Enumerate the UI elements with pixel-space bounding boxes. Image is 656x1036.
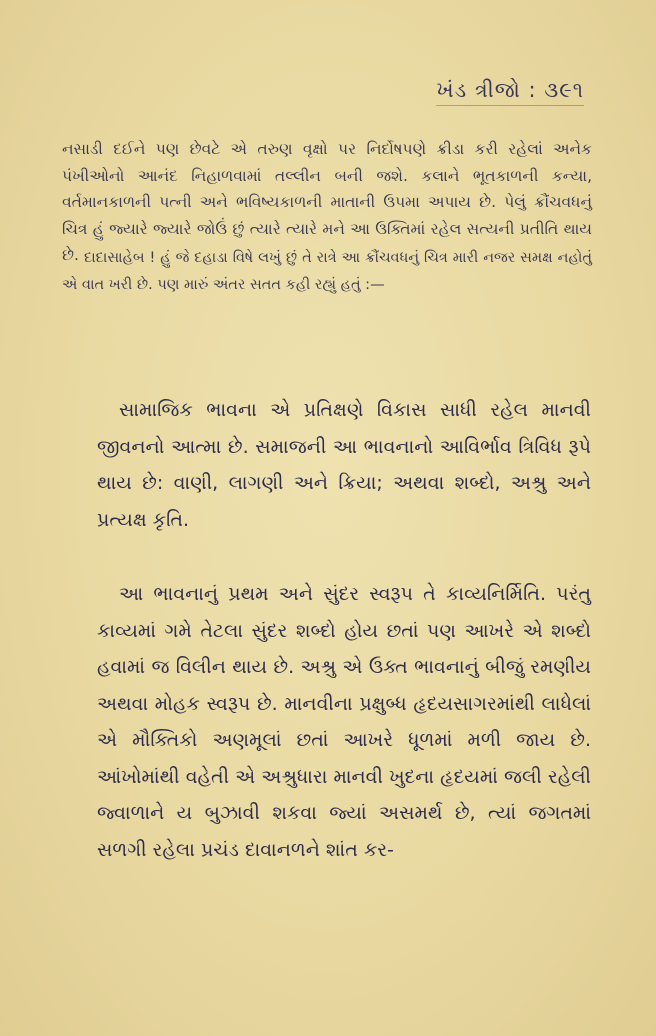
body-paragraph-2 xyxy=(62,245,592,299)
header-underline xyxy=(436,105,584,106)
running-title: ખંડ ત્રીજો : ૩૯૧ xyxy=(436,78,584,102)
paragraph-2-text: દાદાસાહેબ ! હું જે દહાડા વિષે લખું છું તે રાત્રે આ ક્રૌંચવધનું ચિત્ર મારી નજર સમક્ષ નહોતું એ વાત ખરી છે. પણ મારું અંતર સતત કહી રહ્યું હતું :— xyxy=(62,250,592,293)
block-quote-2 xyxy=(97,576,591,868)
quote-2-text: આ ભાવનાનું પ્રથમ અને સુંદર સ્વરૂપ તે કાવ્યનિર્મિતિ. પરંતુ કાવ્યમાં ગમે તેટલા સુંદર શબ્દો હોય છતાં પણ આખરે એ શબ્દો હવામાં જ વિલીન થાય છે. અશ્રુ એ ઉક્ત ભાવનાનું બીજું રમણીય અથવા મોહક સ્વરૂપ છે. માનવીના પ્રક્ષુબ્ધ હૃદયસાગરમાંથી લાધેલાં એ મૌક્તિકો અણમૂલાં છતાં આખરે ધૂળમાં મળી જાય છે. આંખોમાંથી વહેતી એ અશ્રુધારા માનવી ખુદના હૃદયમાં જલી રહેલી જ્વાળાને ય બુઝાવી શકવા જ્યાં અસમર્થ છે, ત્યાં જગતમાં સળગી રહેલા પ્રચંડ દાવાનળને શાંત કર- xyxy=(97,583,591,861)
paragraph-1-text: નસાડી દઈને પણ છેવટે એ તરુણ વૃક્ષો પર નિર્દોષપણે ક્રીડા કરી રહેલાં અનેક પંખીઓનો આનંદ નિહાળવામાં તલ્લીન બની જશે. કલાને ભૂતકાળની કન્યા, વર્તમાનકાળની પત્ની અને ભવિષ્યકાળની માતાની ઉપમા અપાય છે. પેલું ક્રૌંચવધનું ચિત્ર હું જ્યારે જ્યારે જોઉં છું ત્યારે ત્યારે મને આ ઉક્તિમાં રહેલ સત્યની પ્રતીતિ થાય છે. xyxy=(62,140,592,264)
block-quote-1 xyxy=(97,392,591,538)
running-header xyxy=(436,78,584,106)
quote-1-text: સામાજિક ભાવના એ પ્રતિક્ષણે વિકાસ સાધી રહેલ માનવી જીવનનો આત્મા છે. સમાજની આ ભાવનાનો આવિર્ભાવ ત્રિવિધ રૂપે થાય છે: વાણી, લાગણી અને ક્રિયા; અથવા શબ્દો, અશ્રુ અને પ્રત્યક્ષ કૃતિ. xyxy=(97,399,591,531)
